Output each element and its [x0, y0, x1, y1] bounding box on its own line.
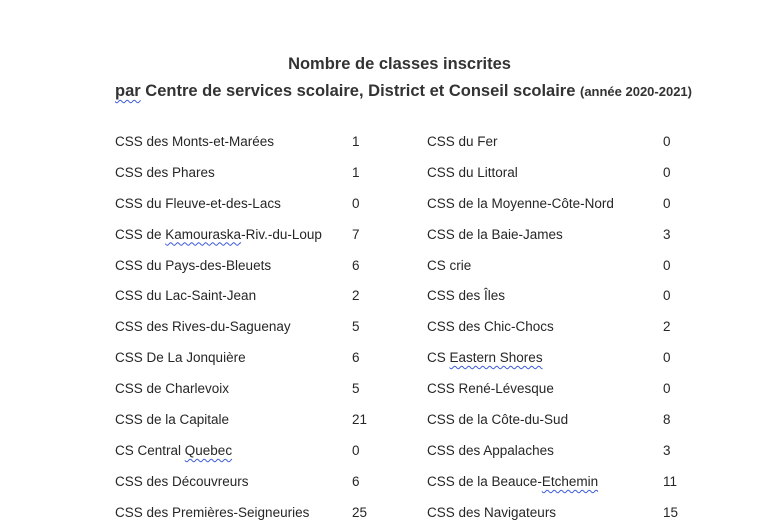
service-center-name: CSS de Charlevoix [115, 381, 230, 397]
service-center-name: CSS des Rives-du-Saguenay [115, 319, 291, 335]
class-count: 6 [352, 350, 360, 366]
title-year: (année 2020-2021) [579, 84, 692, 99]
service-center-name: CSS de Kamouraska-Riv.-du-Loup [115, 226, 322, 242]
title-line-1: Nombre de classes inscrites [288, 55, 511, 73]
service-center-name: CS Central Quebec [115, 442, 233, 458]
service-center-name: CSS des Monts-et-Marées [115, 134, 275, 149]
class-count: 0 [663, 195, 671, 211]
service-center-name: CSS des Chic-Chocs [427, 319, 554, 335]
class-count: 8 [663, 412, 671, 428]
service-center-name: CSS des Navigateurs [427, 504, 557, 520]
page-subtitle [14, 80, 779, 103]
service-center-name: CSS du Fleuve-et-des-Lacs [115, 195, 281, 211]
class-count: 0 [352, 195, 360, 211]
service-center-name: CSS du Fer [427, 134, 498, 149]
service-center-name: CSS de la Moyenne-Côte-Nord [427, 195, 614, 211]
title-par-word: par [115, 82, 141, 100]
class-count: 5 [352, 319, 360, 335]
service-center-name: CSS René-Lévesque [427, 381, 554, 397]
class-count: 15 [663, 504, 679, 520]
service-center-name: CSS des Premières-Seigneuries [115, 504, 310, 520]
class-count: 3 [663, 226, 671, 242]
service-center-name: CS crie [427, 257, 472, 273]
service-center-name: CSS du Pays-des-Bleuets [115, 257, 272, 273]
class-count: 2 [663, 319, 671, 335]
class-count: 0 [663, 134, 671, 149]
service-center-name: CSS de la Baie-James [427, 226, 563, 242]
service-center-name: CSS de la Beauce-Etchemin [427, 473, 599, 489]
service-center-name: CSS de la Côte-du-Sud [427, 412, 569, 428]
class-count: 0 [663, 164, 671, 180]
class-count: 3 [663, 442, 671, 458]
service-center-name: CSS de la Capitale [115, 412, 230, 428]
service-center-name: CSS du Littoral [427, 164, 518, 180]
class-count: 7 [352, 226, 360, 242]
class-count: 0 [352, 442, 360, 458]
service-center-name: CSS du Lac-Saint-Jean [115, 288, 257, 304]
class-count: 0 [663, 381, 671, 397]
service-center-name: CSS des Îles [427, 288, 506, 304]
class-count: 2 [352, 288, 360, 304]
service-center-name: CSS De La Jonquière [115, 350, 246, 366]
class-count: 11 [663, 473, 678, 489]
service-center-name: CSS des Découvreurs [115, 473, 249, 489]
class-count: 5 [352, 381, 360, 397]
class-count: 0 [663, 257, 671, 273]
class-count: 6 [352, 473, 360, 489]
class-count: 1 [352, 164, 360, 180]
class-count: 25 [352, 504, 368, 520]
class-count: 0 [663, 288, 671, 304]
class-count: 21 [352, 412, 368, 428]
class-count: 6 [352, 257, 360, 273]
service-center-name: CS Eastern Shores [427, 350, 543, 366]
page-title [10, 53, 779, 75]
service-center-name: CSS des Appalaches [427, 442, 554, 458]
service-center-name: CSS des Phares [115, 164, 215, 180]
title-line-2: Centre de services scolaire, District et Conseil scolaire [140, 82, 580, 100]
class-count: 0 [663, 350, 671, 366]
class-count: 1 [352, 134, 360, 149]
